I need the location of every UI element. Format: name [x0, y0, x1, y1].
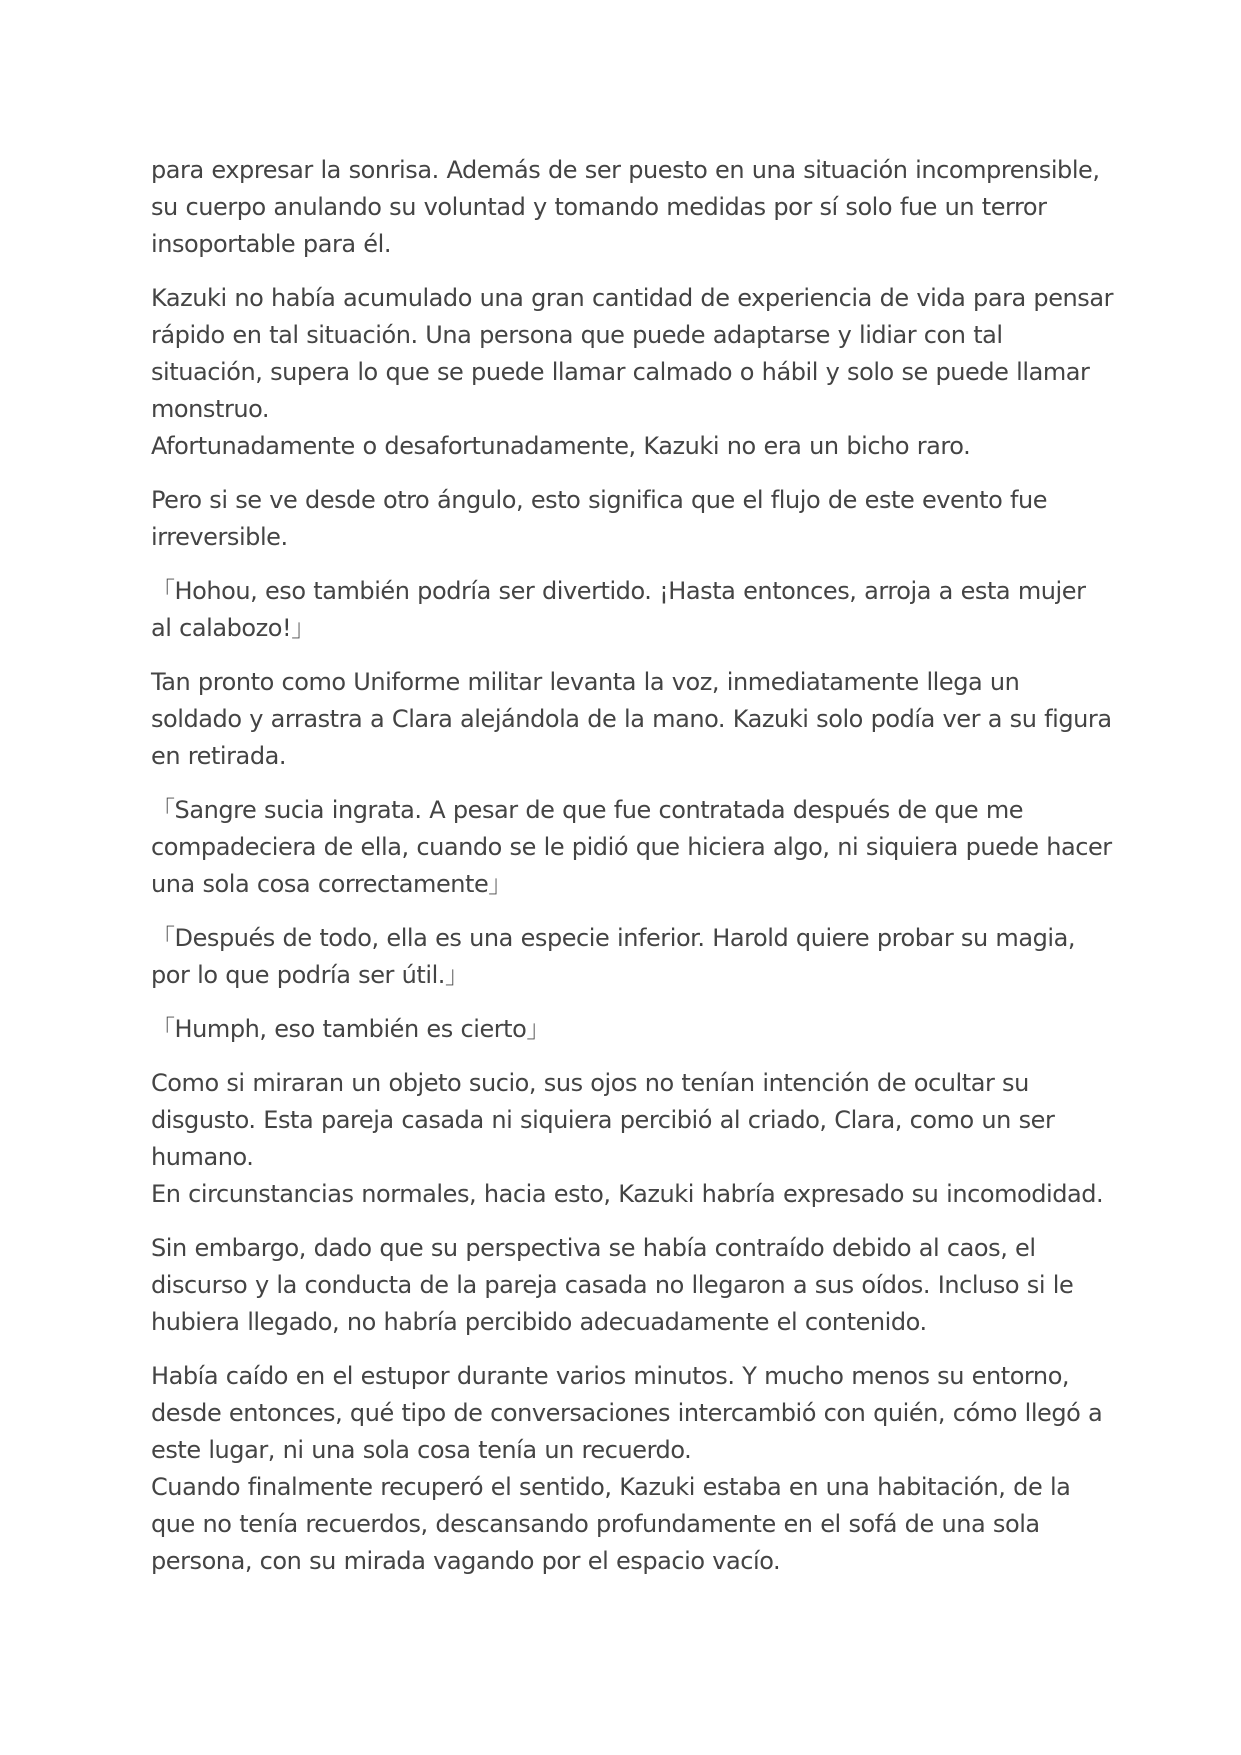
text-line: Había caído en el estupor durante varios minutos. Y mucho menos su entorno,: [151, 1362, 1070, 1390]
text-line: 「Humph, eso también es cierto」: [151, 1015, 550, 1043]
paragraph-4-dialogue: [151, 573, 1091, 647]
text-line: disgusto. Esta pareja casada ni siquiera percibió al criado, Clara, como un ser: [151, 1106, 1055, 1134]
text-line: En circunstancias normales, hacia esto, Kazuki habría expresado su incomodidad.: [151, 1180, 1104, 1208]
text-line: que no tenía recuerdos, descansando profundamente en el sofá de una sola: [151, 1510, 1040, 1538]
paragraph-5: [151, 664, 1112, 775]
document-body: [151, 152, 1114, 1580]
text-line: una sola cosa correctamente」: [151, 870, 512, 898]
text-line: 「Hohou, eso también podría ser divertido. ¡Hasta entonces, arroja a esta mujer: [151, 577, 1086, 605]
text-line: humano.: [151, 1143, 254, 1171]
paragraph-2: [151, 280, 1114, 465]
text-line: Tan pronto como Uniforme militar levanta la voz, inmediatamente llega un: [151, 668, 1020, 696]
text-line: irreversible.: [151, 523, 288, 551]
text-line: este lugar, ni una sola cosa tenía un recuerdo.: [151, 1436, 692, 1464]
text-line: situación, supera lo que se puede llamar calmado o hábil y solo se puede llamar: [151, 358, 1090, 386]
text-line: al calabozo!」: [151, 614, 315, 642]
paragraph-11: [151, 1358, 1103, 1580]
text-line: Sin embargo, dado que su perspectiva se había contraído debido al caos, el: [151, 1234, 1036, 1262]
text-line: para expresar la sonrisa. Además de ser puesto en una situación incomprensible,: [151, 156, 1100, 184]
text-line: desde entonces, qué tipo de conversaciones intercambió con quién, cómo llegó a: [151, 1399, 1103, 1427]
paragraph-6-dialogue: [151, 792, 1112, 903]
text-line: compadeciera de ella, cuando se le pidió que hiciera algo, ni siquiera puede hacer: [151, 833, 1112, 861]
text-line: monstruo.: [151, 395, 270, 423]
paragraph-10: [151, 1230, 1091, 1341]
text-line: Cuando finalmente recuperó el sentido, Kazuki estaba en una habitación, de la: [151, 1473, 1071, 1501]
text-line: en retirada.: [151, 742, 287, 770]
paragraph-8-dialogue: [151, 1011, 1091, 1048]
text-line: por lo que podría ser útil.」: [151, 961, 469, 989]
text-line: soldado y arrastra a Clara alejándola de la mano. Kazuki solo podía ver a su figura: [151, 705, 1112, 733]
text-line: su cuerpo anulando su voluntad y tomando medidas por sí solo fue un terror: [151, 193, 1047, 221]
paragraph-7-dialogue: [151, 920, 1091, 994]
text-line: Pero si se ve desde otro ángulo, esto significa que el flujo de este evento fue: [151, 486, 1048, 514]
text-line: insoportable para él.: [151, 230, 392, 258]
text-line: Como si miraran un objeto sucio, sus ojos no tenían intención de ocultar su: [151, 1069, 1029, 1097]
paragraph-1: [151, 152, 1100, 263]
text-line: rápido en tal situación. Una persona que puede adaptarse y lidiar con tal: [151, 321, 1003, 349]
text-line: Kazuki no había acumulado una gran cantidad de experiencia de vida para pensar: [151, 284, 1114, 312]
text-line: hubiera llegado, no habría percibido adecuadamente el contenido.: [151, 1308, 927, 1336]
paragraph-9: [151, 1065, 1104, 1213]
text-line: discurso y la conducta de la pareja casada no llegaron a sus oídos. Incluso si le: [151, 1271, 1074, 1299]
text-line: persona, con su mirada vagando por el espacio vacío.: [151, 1547, 781, 1575]
text-line: 「Después de todo, ella es una especie inferior. Harold quiere probar su magia,: [151, 924, 1076, 952]
text-line: Afortunadamente o desafortunadamente, Kazuki no era un bicho raro.: [151, 432, 971, 460]
text-line: 「Sangre sucia ingrata. A pesar de que fue contratada después de que me: [151, 796, 1024, 824]
paragraph-3: [151, 482, 1091, 556]
